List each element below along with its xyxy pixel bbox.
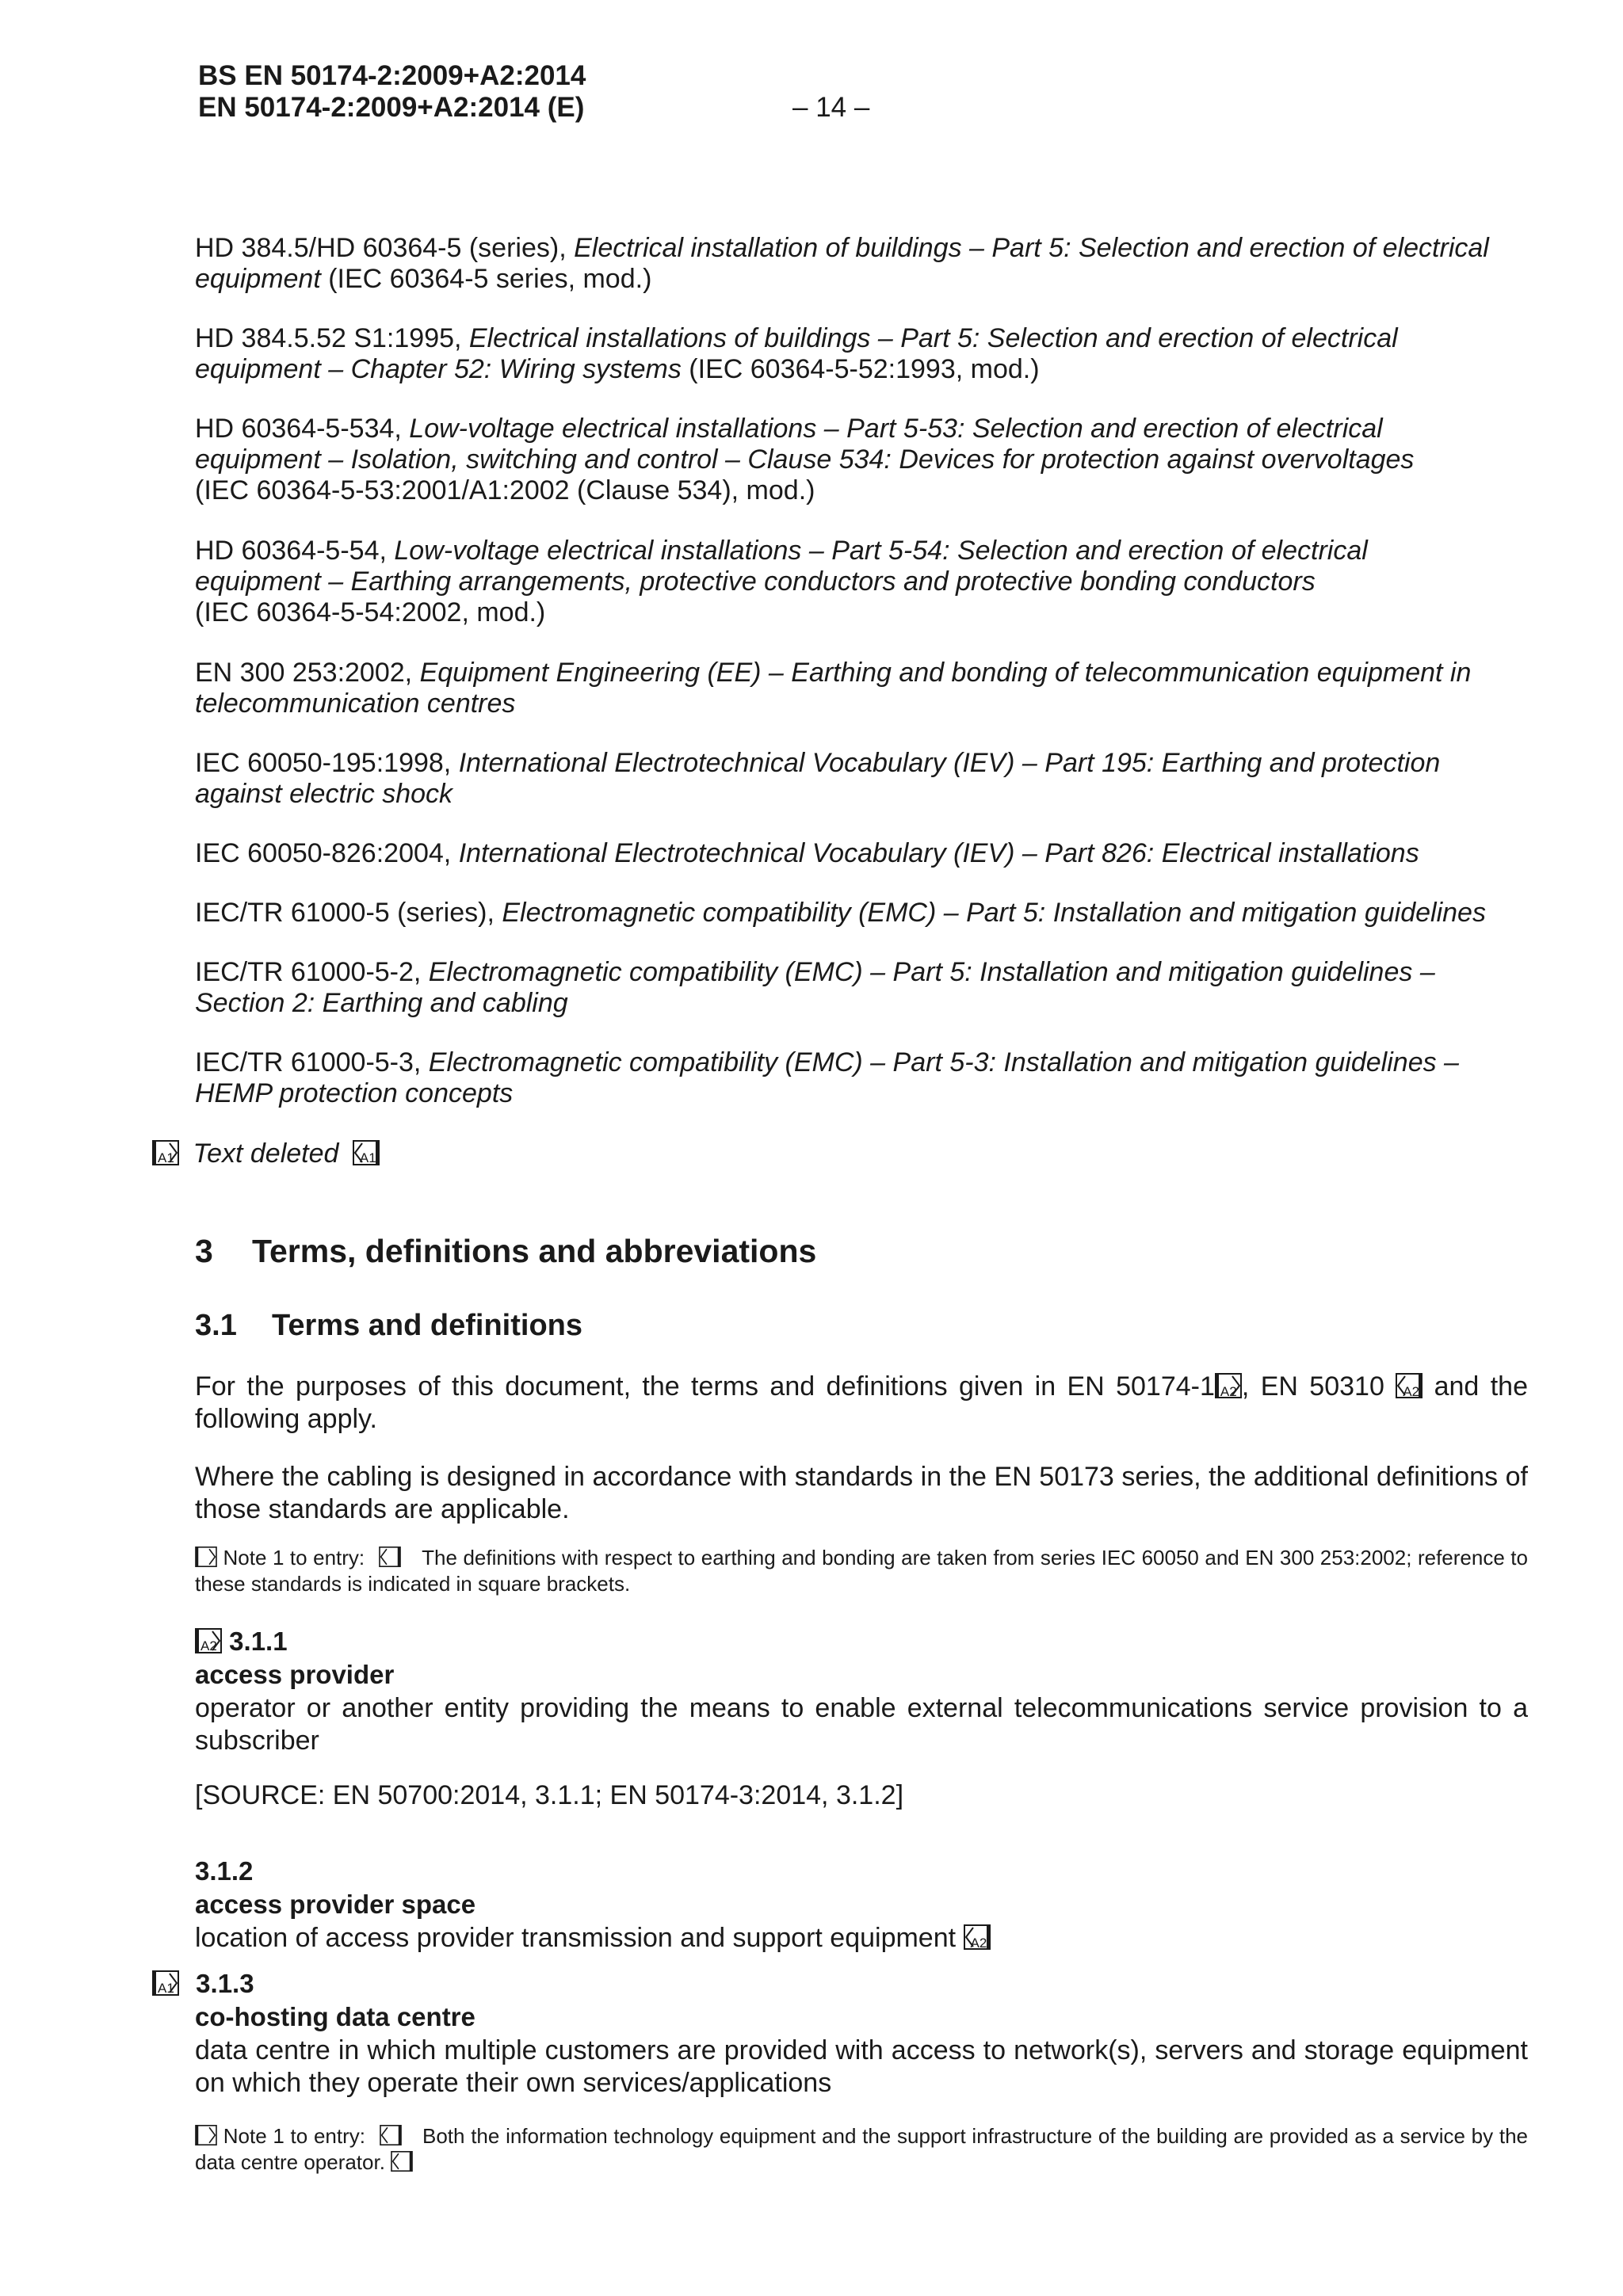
amendment-a1-start-icon: A1: [152, 1970, 179, 1996]
amendment-a2-end-icon: [379, 1547, 401, 1567]
clause-number: A1 3.1.3: [152, 1968, 254, 2000]
amendment-a2-start-icon: [195, 1547, 217, 1567]
reference-item: IEC/TR 61000-5-2, Electromagnetic compatibility (EMC) – Part 5: Installation and mitigation guidelines – Section 2: Earthing and cabling: [195, 957, 1435, 1018]
amendment-a2-start-icon: A2: [195, 1628, 222, 1653]
reference-item: IEC/TR 61000-5-3, Electromagnetic compatibility (EMC) – Part 5-3: Installation and mitigation guidelines – HEMP protection concepts: [195, 1047, 1459, 1108]
term: access provider: [195, 1660, 395, 1689]
reference-item: EN 300 253:2002, Equipment Engineering (EE) – Earthing and bonding of telecommunication equipment in telecommunication centres: [195, 658, 1472, 719]
term: co-hosting data centre: [195, 2002, 475, 2031]
amendment-a1-end-icon: [391, 2151, 413, 2172]
amendment-a2-start-icon: A2: [1215, 1373, 1242, 1398]
doc-id-en: EN 50174-2:2009+A2:2014 (E): [198, 92, 585, 123]
amendment-a2-end-icon: A2: [964, 1924, 991, 1950]
reference-item: IEC/TR 61000-5 (series), Electromagnetic compatibility (EMC) – Part 5: Installation and mitigation guidelines: [195, 898, 1486, 928]
reference-item: IEC 60050-195:1998, International Electrotechnical Vocabulary (IEV) – Part 195: Earthing and protection against electric shock: [195, 748, 1441, 809]
note-entry: Note 1 to entry: The definitions with respect to earthing and bonding are taken from series IEC 60050 and EN 300 253:2002; reference to these standards is indicated in square brackets.: [195, 1546, 1528, 1596]
term-definition: operator or another entity providing the means to enable external telecommunications service provision to a subscriber: [195, 1693, 1528, 1756]
reference-item: HD 60364-5-534, Low-voltage electrical installations – Part 5-53: Selection and erection of electrical equipment – Isolation, switching and control – Clause 534: Devices for protection against overvoltages (IEC 60364-5-53:2001/A1:2002 (Clause 534), mod.): [195, 414, 1415, 505]
clause-number: A2 3.1.1: [195, 1626, 288, 1657]
amendment-a1-end-icon: A1: [353, 1140, 380, 1165]
subsection-heading: 3.1 Terms and definitions: [195, 1309, 583, 1342]
reference-item: HD 60364-5-54, Low-voltage electrical installations – Part 5-54: Selection and erection of electrical equipment – Earthing arrangements, protective conductors and protective bonding conductors (IEC 60364-5-54:2002, mod.): [195, 536, 1368, 627]
text-deleted-line: A1 Text deleted A1: [152, 1138, 380, 1169]
amendment-a2-end-icon: A2: [1396, 1373, 1423, 1398]
applicability-paragraph: Where the cabling is designed in accordance with standards in the EN 50173 series, the additional definitions of those standards are applicable.: [195, 1462, 1528, 1524]
term-source: [SOURCE: EN 50700:2014, 3.1.1; EN 50174-3:2014, 3.1.2]: [195, 1780, 904, 1810]
term-definition: data centre in which multiple customers are provided with access to network(s), servers and storage equipment on which they operate their own services/applications: [195, 2035, 1528, 2098]
reference-item: HD 384.5/HD 60364-5 (series), Electrical installation of buildings – Part 5: Selection and erection of electrical equipment (IEC 60364-5 series, mod.): [195, 233, 1489, 294]
page-number: – 14 –: [792, 92, 870, 123]
term-definition: location of access provider transmission and support equipment A2: [195, 1922, 1528, 1955]
term: access provider space: [195, 1890, 476, 1919]
section-heading: 3 Terms, definitions and abbreviations: [195, 1233, 817, 1269]
clause-number: 3.1.2: [195, 1856, 254, 1886]
intro-paragraph: For the purposes of this document, the terms and definitions given in EN 50174-1 A2 , EN 50310 A2 and the following apply.: [195, 1371, 1528, 1434]
amendment-a1-start-icon: A1: [152, 1140, 179, 1165]
reference-item: HD 384.5.52 S1:1995, Electrical installations of buildings – Part 5: Selection and erection of electrical equipment – Chapter 52: Wiring systems (IEC 60364-5-52:1993, mod.): [195, 323, 1398, 384]
amendment-a2-end-icon: [380, 2125, 402, 2145]
reference-item: IEC 60050-826:2004, International Electrotechnical Vocabulary (IEV) – Part 826: Electrical installations: [195, 838, 1419, 868]
amendment-a2-start-icon: [195, 2125, 217, 2145]
doc-id-bs: BS EN 50174-2:2009+A2:2014: [198, 60, 586, 91]
note-entry: Note 1 to entry: Both the information technology equipment and the support infrastructure of the building are provided as a service by the data centre operator.: [195, 2124, 1529, 2174]
